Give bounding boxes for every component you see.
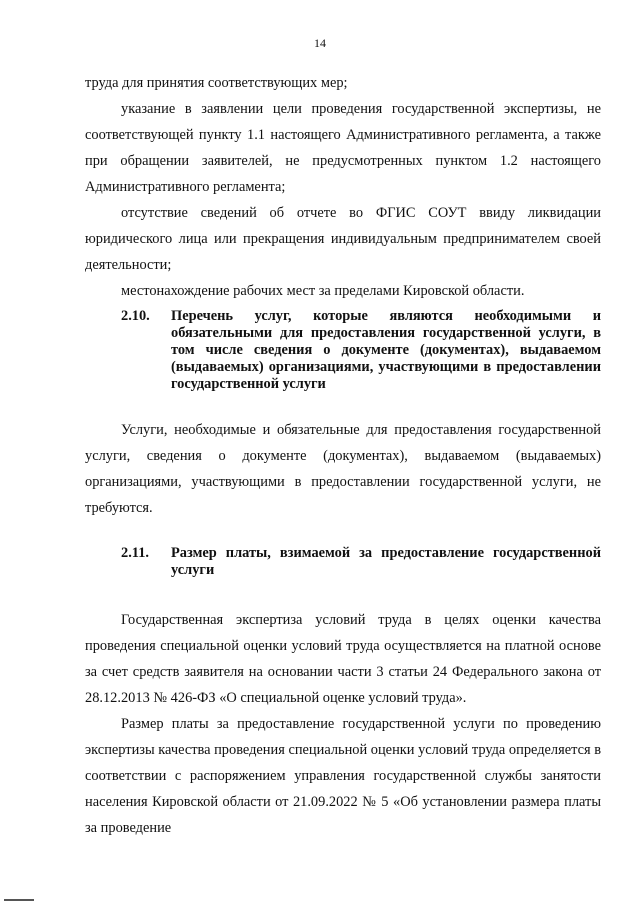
section-2-10-heading: [85, 308, 601, 393]
paragraph-purpose-mismatch: указание в заявлении цели проведения государственной экспертизы, не соответствующей пункту 1.1 настоящего Административного регламента, а также при обращении заявителей, не предусмотренных пунктом 1.2 настоящего Административного регламента;: [85, 101, 601, 195]
section-title: Размер платы, взимаемой за предоставление государственной услуги: [171, 545, 601, 578]
page-number: 14: [314, 36, 326, 50]
section-2-10-body: Услуги, необходимые и обязательные для предоставления государственной услуги, сведения о документе (документах), выдаваемом (выдаваемых) организациями, участвующими в предоставлении государственной услуги, не требуются.: [85, 422, 601, 516]
document-body: [85, 70, 601, 841]
scan-edge-mark: [4, 899, 34, 903]
paragraph-continuation: труда для принятия соответствующих мер;: [85, 75, 348, 91]
section-2-11-heading: [85, 545, 601, 579]
section-2-11-body-1: Государственная экспертиза условий труда в целях оценки качества проведения специальной оценки условий труда осуществляется на платной основе за счет средств заявителя на основании части 3 статьи 24 Федерального закона от 28.12.2013 № 426-ФЗ «О специальной оценке условий труда».: [85, 612, 601, 706]
section-number: 2.10.: [121, 308, 150, 324]
paragraph-location: местонахождение рабочих мест за пределами Кировской области.: [121, 283, 525, 299]
paragraph-no-report: отсутствие сведений об отчете во ФГИС СОУТ ввиду ликвидации юридического лица или прекращения индивидуальным предпринимателем своей деятельности;: [85, 205, 601, 273]
section-title: Перечень услуг, которые являются необходимыми и обязательными для предоставления государственной услуги, в том числе сведения о документе (документах), выдаваемом (выдаваемых) организациями, участвующими в предоставлении государственной услуги: [171, 308, 601, 392]
section-number: 2.11.: [121, 545, 149, 561]
section-2-11-body-2: Размер платы за предоставление государственной услуги по проведению экспертизы качества проведения специальной оценки условий труда определяется в соответствии с распоряжением управления государственной службы занятости населения Кировской области от 21.09.2022 № 5 «Об установлении размера платы за проведение: [85, 716, 601, 836]
